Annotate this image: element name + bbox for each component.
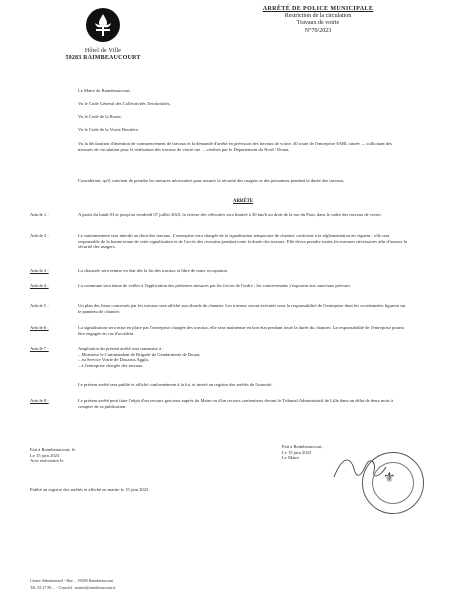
footer-line-1: Centre Administratif - Rue ... 59283 Raimbeaucourt [30, 578, 114, 583]
article-text: Un plan des lieux concernés par les travaux sera affiché aux abords du chantier. Les travaux seront exécutés sous la responsabilité de l'entreprise dont les coordonnées figurent sur le panneau de chantier. [78, 303, 406, 314]
decree-subtitle-1: Restriction de la circulation [284, 13, 352, 20]
preamble-line-6: Considérant, qu'il convient de prendre les mesures nécessaires pour assurer la sécurité des usagers et des personnes pendant la durée des travaux, [78, 178, 345, 183]
article-text: Le stationnement sera interdit au droit des travaux. L'entreprise sera chargée de la signalisation temporaire de chantier conforme à la réglementation en vigueur ; elle sera responsable de la bonne tenue de cette signalisation et de l'accès des riverains pendant toute la durée des travaux. Elle devra prendre toutes les mesures nécessaires afin d'assurer la sécurité des usagers. [78, 233, 408, 250]
publication-line: Publié au registre des arrêtés et affiché en mairie le 15 juin 2023 [30, 487, 149, 492]
signoff-left-line: Fait à Raimbeaucourt, le [30, 447, 76, 452]
preamble-line-2: Vu le Code Général des Collectivités Territoriales, [78, 101, 171, 106]
decree-subtitle-2: Travaux de voirie [296, 20, 340, 27]
official-stamp-icon: ⚜ [362, 452, 424, 514]
signoff-right-line: Le 15 juin 2023 [282, 449, 312, 455]
preamble-line-3: Vu le Code de la Route, [78, 114, 122, 119]
decree-title: ARRÊTÉ DE POLICE MUNICIPALE [262, 6, 374, 12]
decree-title-block [228, 6, 408, 35]
decree-number: N°70/2023 [304, 27, 332, 34]
article-text: La commune sera tenue de veiller à l'application des présentes mesures par les forces de l'ordre ; les contrevenants s'exposent aux sanctions prévues. [78, 283, 351, 288]
article-label: Article 8 : [30, 398, 49, 403]
footer-line-2: Tél. 03 27 80 ... - Courriel : mairie@raimbeaucourt.fr [30, 585, 116, 590]
preamble-line-1: Le Maire de Raimbeaucourt, [78, 88, 131, 93]
article-text: Ampliation du présent arrêté sera transmise à : – Monsieur le Commandant de Brigade de Gendarmerie de Douai, – au Service Voirie de Douaisis Agglo, – à l'entreprise chargée des travaux. [78, 346, 201, 368]
article-label: Article 1 : [30, 212, 49, 217]
article-text: La chaussée sera remise en état dès la fin des travaux et libre de toute occupation. [78, 268, 228, 273]
signoff-left [30, 447, 160, 464]
article-label: Article 3 : [30, 268, 49, 273]
preamble-line-5: Vu la déclaration d'intention de commencement de travaux et la demande d'arrêté en prévision des travaux de voirie, 40 route de l'entreprise SARL située ..., sollicitant des mesures de circulation pour la réalisation des travaux de voirie rue ..., réalisés par le Département du Nord / Douai, [78, 141, 392, 152]
article-label: Article 4 : [30, 283, 49, 288]
signoff-left-line: Acte exécutoire le [30, 458, 64, 464]
town-name-line: 59283 RAIMBEAUCOURT [65, 55, 141, 61]
article-label: Article 7 : [30, 346, 49, 351]
article-label: Article 2 : [30, 233, 49, 238]
preamble-line-4: Vu le Code de la Voirie Routière, [78, 127, 139, 132]
article-text: A partir du lundi 03 et jusqu'au vendredi 07 juillet 2023, la vitesse des véhicules sera limitée à 30 km/h au droit de la rue du Pont, dans le cadre des travaux de voirie. [78, 212, 382, 217]
article-text: Le présent arrêté peut faire l'objet d'un recours gracieux auprès du Maire ou d'un recours contentieux devant le Tribunal Administratif de Lille dans un délai de deux mois à compter de sa publication. [78, 398, 394, 409]
signoff-right-line: Le Maire [282, 455, 299, 461]
arrete-heading: ARRÊTE [233, 199, 253, 204]
article-label: Article 6 : [30, 325, 49, 330]
article-label: Article 5 : [30, 303, 49, 308]
town-hall-line: Hôtel de Ville [84, 48, 122, 54]
publication-note: Le présent arrêté sera publié et affiché conformément à la loi, et inséré au registre des arrêtés de l'autorité. [78, 382, 273, 387]
town-crest-icon [86, 8, 120, 42]
town-header [48, 6, 158, 62]
signoff-right-line: Fait à Raimbeaucourt, [282, 444, 323, 449]
signoff-left-line: Le 15 juin 2023 [30, 452, 60, 458]
article-text: La signalisation sera mise en place par l'entreprise chargée des travaux, elle sera maintenue en bon état pendant toute la durée du chantier. La responsabilité de l'entreprise pourra être engagée en cas d'accident. [78, 325, 404, 336]
